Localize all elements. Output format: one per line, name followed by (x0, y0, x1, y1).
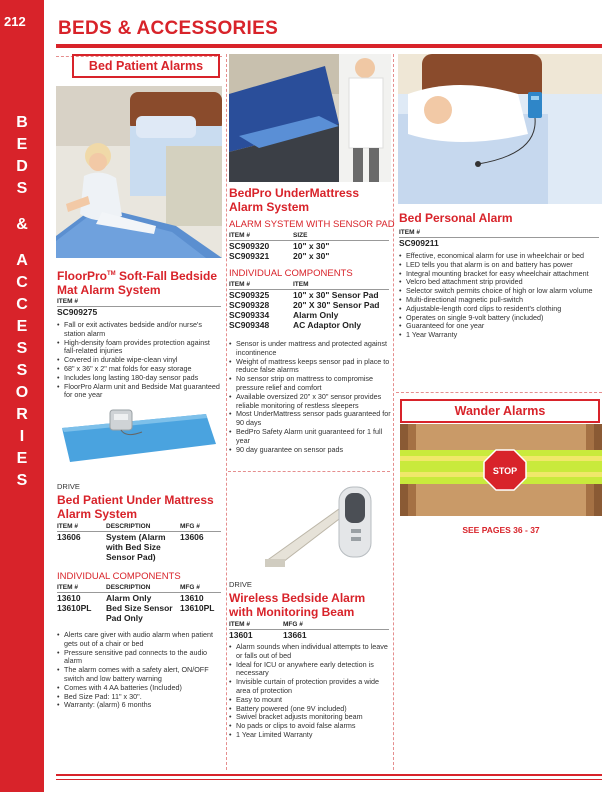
wireless-alarm-photo (229, 479, 391, 575)
bedpro-subtitle: ALARM SYSTEM WITH SENSOR PAD (229, 219, 395, 230)
section-divider (228, 471, 390, 472)
sidebar-letter: S (16, 180, 28, 197)
stop-sign-text: STOP (492, 466, 518, 476)
header-rule (56, 44, 602, 48)
feature-item: • FloorPro Alarm unit and Bedside Mat guaranteed for one year (57, 383, 221, 401)
sidebar-letter: I (19, 428, 25, 445)
drive-brand: DRIVE (57, 482, 80, 491)
sidebar-letter: & (16, 216, 28, 233)
feature-item: • Operates on single 9-volt battery (included) (399, 314, 599, 323)
floorpro-item-table: ITEM # SC909275 (57, 298, 221, 317)
feature-item: • No pads or clips to avoid false alarms (229, 722, 391, 731)
feature-item: • Swivel bracket adjusts monitoring beam (229, 713, 391, 722)
feature-item: • Available oversized 20" x 30" sensor provides reliable monitoring of restless sleepers (229, 393, 391, 411)
feature-item: • Comes with 4 AA batteries (Included) (57, 684, 221, 693)
underbed-components-heading: INDIVIDUAL COMPONENTS (57, 571, 181, 582)
personal-title: Bed Personal Alarm (399, 211, 513, 225)
underbed-alarm-photo (56, 402, 222, 474)
sidebar-letter: S (16, 362, 28, 379)
sidebar-letter: B (16, 114, 28, 131)
bedpro-title: BedPro UnderMattress Alarm System (229, 186, 360, 214)
floorpro-feature-list (57, 321, 221, 400)
wander-alarm-photo (400, 424, 602, 516)
feature-item: • Multi-directional magnetic pull-switch (399, 296, 599, 305)
feature-item: • Adjustable-length cord clips to resident's clothing (399, 305, 599, 314)
sidebar-letter: C (16, 274, 28, 291)
page-number: 212 (4, 14, 26, 29)
feature-item: • Guaranteed for one year (399, 322, 599, 331)
personal-alarm-photo (398, 54, 602, 204)
feature-item: • Pressure sensitive pad connects to the audio alarm (57, 649, 221, 667)
wireless-feature-list (229, 643, 391, 740)
feature-item: • 90 day guarantee on sensor pads (229, 446, 391, 455)
footer-rule (56, 774, 602, 776)
bed-alarms-heading: Bed Patient Alarms (72, 54, 220, 78)
feature-item: • The alarm comes with a safety alert, ON/OFF switch and low battery warning (57, 666, 221, 684)
feature-item: • No sensor strip on mattress to compromise pressure relief and comfort (229, 375, 391, 393)
feature-item: • Bed Size Pad: 11" x 30". (57, 693, 221, 702)
feature-item: • Covered in durable wipe-clean vinyl (57, 356, 221, 365)
sidebar-letter: O (15, 384, 29, 401)
feature-item: • Selector switch permits choice of high or low alarm volume (399, 287, 599, 296)
feature-item: • LED tells you that alarm is on and battery has power (399, 261, 599, 270)
bedpro-feature-list (229, 340, 391, 454)
feature-item: • Includes long lasting 180-day sensor pads (57, 374, 221, 383)
feature-item: • Fall or exit activates bedside and/or nurse's station alarm (57, 321, 221, 339)
underbed-components-table: ITEM # DESCRIPTION MFG # 13610 Alarm Only 13610 13610PL Bed Size Sensor Pad Only 13610PL (57, 584, 221, 623)
feature-item: • Easy to mount (229, 696, 391, 705)
feature-item: • Alerts care giver with audio alarm when patient gets out of a chair or bed (57, 631, 221, 649)
bedpro-components-heading: INDIVIDUAL COMPONENTS (229, 268, 353, 279)
bedpro-photo (229, 54, 391, 182)
underbed-item-table: ITEM # DESCRIPTION MFG # 13606 System (Alarm with Bed Size Sensor Pad) 13606 (57, 523, 221, 562)
feature-item: • Integral mounting bracket for easy wheelchair attachment (399, 270, 599, 279)
sidebar-letter: S (16, 472, 28, 489)
wander-alarms-heading: Wander Alarms (400, 399, 600, 423)
section-divider (396, 392, 602, 393)
sidebar-letter: D (16, 158, 28, 175)
sidebar-letter: A (16, 252, 28, 269)
sidebar-letter: S (16, 340, 28, 357)
feature-item: • 1 Year Warranty (399, 331, 599, 340)
underbed-feature-list (57, 631, 221, 710)
sidebar-letter: E (16, 136, 28, 153)
feature-item: • Warranty: (alarm) 6 months (57, 701, 221, 710)
feature-item: • Invisible curtain of protection provides a wide area of protection (229, 678, 391, 696)
footer-rule (56, 779, 602, 780)
feature-item: • Ideal for ICU or anywhere early detection is necessary (229, 661, 391, 679)
feature-item: • 1 Year Limited Warranty (229, 731, 391, 740)
column-divider (226, 54, 227, 770)
feature-item: • Sensor is under mattress and protected against incontinence (229, 340, 391, 358)
drive-brand: DRIVE (229, 580, 252, 589)
wireless-title: Wireless Bedside Alarm with Monitoring Beam (229, 591, 366, 619)
underbed-title: Bed Patient Under Mattress Alarm System (57, 493, 214, 521)
feature-item: • Battery powered (one 9V included) (229, 705, 391, 714)
bedpro-components-table: ITEM # ITEM SC909325 10" x 30" Sensor Pad SC909328 20" X 30" Sensor Pad SC909334 Alarm Only SC909348 AC Adaptor Only (229, 281, 389, 330)
feature-item: • Weight of mattress keeps sensor pad in place to reduce false alarms (229, 358, 391, 376)
feature-item: • Velcro bed attachment strip provided (399, 278, 599, 287)
feature-item: • BedPro Safety Alarm unit guaranteed for 1 full year (229, 428, 391, 446)
section-title: BEDS & ACCESSORIES (58, 18, 279, 39)
sidebar-letter: R (16, 406, 28, 423)
feature-item: • 68" x 36" x 2" mat folds for easy storage (57, 365, 221, 374)
sidebar-letter: E (16, 318, 28, 335)
floorpro-photo (56, 86, 222, 258)
column-divider (393, 54, 394, 770)
personal-feature-list (399, 252, 599, 340)
sidebar-section-label (0, 112, 44, 492)
wireless-item-table: ITEM # MFG # 13601 13661 (229, 621, 389, 640)
sidebar-letter: E (16, 450, 28, 467)
feature-item: • Alarm sounds when individual attempts to leave or falls out of bed (229, 643, 391, 661)
see-pages-note: SEE PAGES 36 - 37 (462, 525, 540, 535)
personal-item-table: ITEM # SC909211 (399, 229, 599, 248)
feature-item: • High-density foam provides protection against fall-related injuries (57, 339, 221, 357)
sidebar-letter: C (16, 296, 28, 313)
floorpro-title: FloorPro™ Soft-Fall Bedside Mat Alarm System (57, 269, 218, 297)
feature-item: • Effective, economical alarm for use in wheelchair or bed (399, 252, 599, 261)
feature-item: • Most UnderMattress sensor pads guaranteed for 90 days (229, 410, 391, 428)
bedpro-item-table: ITEM # SIZE SC909320 10" x 30" SC909321 20" x 30" (229, 232, 389, 261)
